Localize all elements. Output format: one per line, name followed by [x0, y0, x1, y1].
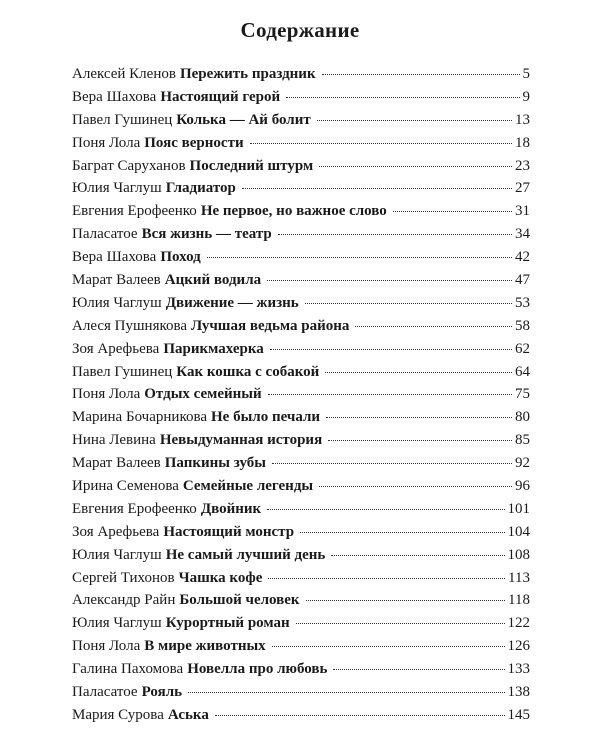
toc-entry — [72, 592, 530, 615]
entry-page-number: 9 — [522, 88, 530, 105]
entry-story-title: Невыдуманная история — [159, 432, 323, 449]
entry-story-title: Папкины зубы — [164, 455, 266, 472]
toc-entry — [72, 547, 530, 570]
entry-story-title: Парикмахерка — [163, 340, 264, 357]
entry-author: Алеся Пушнякова — [72, 317, 188, 334]
entry-author: Павел Гушинец — [72, 363, 173, 380]
entry-author: Марат Валеев — [72, 272, 161, 289]
toc-entry — [72, 295, 530, 318]
dot-leader — [322, 74, 520, 75]
entry-author: Паласатое — [72, 226, 138, 243]
entry-story-title: Движение — жизнь — [165, 294, 299, 311]
entry-author: Зоя Арефьева — [72, 340, 160, 357]
entry-author: Юлия Чаглуш — [72, 180, 162, 197]
entry-story-title: Гладиатор — [165, 180, 236, 197]
entry-story-title: Не самый лучший день — [165, 546, 326, 563]
dot-leader — [272, 463, 512, 464]
dot-leader — [215, 715, 505, 716]
toc-entry — [72, 615, 530, 638]
dot-leader — [319, 486, 512, 487]
entry-author: Евгения Ерофеенко — [72, 500, 197, 517]
entry-story-title: Не первое, но важное слово — [200, 203, 387, 220]
entry-page-number: 108 — [507, 546, 530, 563]
toc-entry — [72, 684, 530, 707]
entry-story-title: Отдых семейный — [144, 386, 262, 403]
entry-page-number: 133 — [507, 661, 530, 678]
entry-page-number: 118 — [508, 592, 530, 609]
entry-page-number: 13 — [515, 111, 530, 128]
toc-entry — [72, 89, 530, 112]
entry-page-number: 64 — [515, 363, 530, 380]
toc-entry — [72, 409, 530, 432]
entry-author: Поня Лола — [72, 638, 141, 655]
entry-page-number: 58 — [515, 317, 530, 334]
entry-author: Ирина Семенова — [72, 478, 179, 495]
toc-entry — [72, 272, 530, 295]
entry-page-number: 47 — [515, 272, 530, 289]
toc-entry — [72, 249, 530, 272]
dot-leader — [300, 532, 504, 533]
toc-entry — [72, 226, 530, 249]
entry-author: Александр Райн — [72, 592, 176, 609]
entry-page-number: 85 — [515, 432, 530, 449]
entry-page-number: 18 — [515, 134, 530, 151]
entry-story-title: Настоящий монстр — [163, 523, 295, 540]
entry-page-number: 75 — [515, 386, 530, 403]
entry-page-number: 31 — [515, 203, 530, 220]
dot-leader — [278, 234, 512, 235]
dot-leader — [325, 372, 512, 373]
entry-page-number: 5 — [522, 66, 530, 82]
toc-entry — [72, 661, 530, 684]
entry-story-title: Ацкий водила — [164, 272, 262, 289]
entry-page-number: 145 — [507, 706, 530, 723]
entry-page-number: 23 — [515, 157, 530, 174]
entry-story-title: В мире животных — [144, 638, 266, 655]
dot-leader — [268, 394, 512, 395]
entry-story-title: Пояс верности — [144, 134, 244, 151]
toc-entry — [72, 158, 530, 181]
entry-author: Нина Левина — [72, 432, 156, 449]
dot-leader — [317, 120, 512, 121]
entry-author: Поня Лола — [72, 386, 141, 403]
dot-leader — [286, 97, 519, 98]
entry-story-title: Последний штурм — [189, 157, 314, 174]
entry-story-title: Рояль — [141, 684, 183, 701]
dot-leader — [267, 509, 504, 510]
entry-story-title: Семейные легенды — [182, 478, 314, 495]
dot-leader — [306, 600, 506, 601]
dot-leader — [268, 578, 505, 579]
dot-leader — [250, 143, 512, 144]
entry-page-number: 92 — [515, 455, 530, 472]
toc-entry — [72, 364, 530, 387]
dot-leader — [207, 257, 512, 258]
entry-author: Зоя Арефьева — [72, 523, 160, 540]
entry-page-number: 96 — [515, 478, 530, 495]
entry-author: Мария Сурова — [72, 706, 164, 723]
entry-author: Галина Пахомова — [72, 661, 184, 678]
entry-page-number: 34 — [515, 226, 530, 243]
toc-entry — [72, 386, 530, 409]
entry-story-title: Аська — [167, 706, 209, 723]
entry-author: Марина Бочарникова — [72, 409, 208, 426]
toc-entry — [72, 432, 530, 455]
entry-page-number: 138 — [507, 684, 530, 701]
toc-entry — [72, 203, 530, 226]
entry-author: Паласатое — [72, 684, 138, 701]
entry-story-title: Вся жизнь — театр — [141, 226, 272, 243]
entry-story-title: Двойник — [200, 500, 262, 517]
dot-leader — [267, 280, 512, 281]
entry-story-title: Не было печали — [211, 409, 321, 426]
toc-entry — [72, 524, 530, 547]
entry-author: Баграт Саруханов — [72, 157, 186, 174]
entry-page-number: 27 — [515, 180, 530, 197]
entry-author: Юлия Чаглуш — [72, 546, 162, 563]
toc-entry — [72, 180, 530, 203]
entry-story-title: Большой человек — [179, 592, 300, 609]
entry-story-title: Как кошка с собакой — [176, 363, 320, 380]
entry-author: Марат Валеев — [72, 455, 161, 472]
entry-author: Вера Шахова — [72, 88, 157, 105]
dot-leader — [296, 623, 505, 624]
dot-leader — [305, 303, 512, 304]
dot-leader — [355, 326, 512, 327]
dot-leader — [331, 555, 504, 556]
toc-entry — [72, 341, 530, 364]
entry-story-title: Поход — [160, 249, 201, 266]
entry-story-title: Настоящий герой — [160, 88, 281, 105]
entry-author: Павел Гушинец — [72, 111, 173, 128]
entry-author: Евгения Ерофеенко — [72, 203, 197, 220]
toc-entry — [72, 707, 530, 730]
entry-story-title: Пережить праздник — [179, 66, 316, 82]
table-of-contents — [72, 66, 530, 730]
dot-leader — [319, 166, 512, 167]
dot-leader — [328, 440, 512, 441]
toc-entry — [72, 135, 530, 158]
entry-story-title: Курортный роман — [165, 615, 290, 632]
dot-leader — [333, 669, 504, 670]
toc-entry — [72, 455, 530, 478]
entry-story-title: Лучшая ведьма района — [191, 317, 350, 334]
entry-page-number: 113 — [508, 569, 530, 586]
toc-entry — [72, 478, 530, 501]
entry-page-number: 42 — [515, 249, 530, 266]
entry-page-number: 80 — [515, 409, 530, 426]
entry-author: Поня Лола — [72, 134, 141, 151]
toc-entry — [72, 112, 530, 135]
dot-leader — [272, 646, 505, 647]
entry-author: Юлия Чаглуш — [72, 294, 162, 311]
entry-page-number: 122 — [507, 615, 530, 632]
toc-entry — [72, 66, 530, 89]
toc-entry — [72, 501, 530, 524]
entry-story-title: Новелла про любовь — [187, 661, 328, 678]
entry-page-number: 53 — [515, 294, 530, 311]
dot-leader — [393, 211, 512, 212]
dot-leader — [188, 692, 504, 693]
toc-entry — [72, 638, 530, 661]
entry-author: Сергей Тихонов — [72, 569, 175, 586]
entry-page-number: 126 — [507, 638, 530, 655]
entry-story-title: Колька — Ай болит — [176, 111, 311, 128]
entry-page-number: 62 — [515, 340, 530, 357]
dot-leader — [270, 349, 512, 350]
toc-entry — [72, 570, 530, 593]
toc-entry — [72, 318, 530, 341]
entry-page-number: 101 — [507, 500, 530, 517]
entry-author: Алексей Кленов — [72, 66, 176, 82]
dot-leader — [242, 188, 512, 189]
page-title: Содержание — [240, 18, 360, 42]
dot-leader — [326, 417, 512, 418]
entry-page-number: 104 — [507, 523, 530, 540]
entry-author: Юлия Чаглуш — [72, 615, 162, 632]
entry-story-title: Чашка кофе — [178, 569, 263, 586]
entry-author: Вера Шахова — [72, 249, 157, 266]
